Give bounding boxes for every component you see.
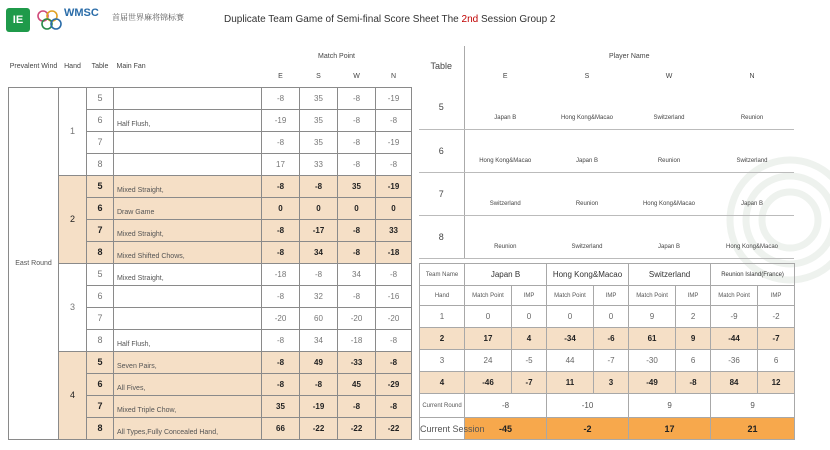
player-assoc-row <box>419 194 794 215</box>
match-point-cell: -8 <box>338 285 376 307</box>
player-name-row <box>419 129 794 151</box>
ie-logo-letters: IE <box>12 14 24 26</box>
main-fan <box>114 241 262 263</box>
main-fan <box>114 351 262 373</box>
hand-number: 2 <box>59 175 87 263</box>
match-point-cell: -8 <box>300 263 338 285</box>
player-association: Switzerland <box>546 237 628 258</box>
current-round-total: 9 <box>629 394 711 418</box>
score-match-point: 24 <box>465 350 512 372</box>
player-association: Japan B <box>546 151 628 172</box>
match-point-cell: 49 <box>300 351 338 373</box>
match-point-cell: -20 <box>338 307 376 329</box>
player-name-row <box>419 215 794 237</box>
player-assoc-row <box>419 108 794 129</box>
score-match-point: -49 <box>629 372 676 394</box>
current-round-total: 9 <box>711 394 795 418</box>
main-fan <box>114 197 262 219</box>
hand-header <box>59 46 87 87</box>
score-imp-header: IMP <box>512 286 547 306</box>
team-name: Switzerland <box>629 264 711 286</box>
team-score-table <box>419 263 795 440</box>
match-point-cell: 45 <box>338 373 376 395</box>
score-hand-number: 1 <box>420 306 465 328</box>
player-name <box>464 129 546 151</box>
player-table-header-label: Table <box>430 61 452 71</box>
match-point-cell: 34 <box>300 329 338 351</box>
player-association: Hong Kong&Macao <box>464 151 546 172</box>
table-number: 5 <box>87 351 114 373</box>
table-number: 8 <box>87 153 114 175</box>
score-match-point-header: Match Point <box>465 286 512 306</box>
score-imp: -2 <box>758 306 795 328</box>
main-fan <box>114 131 262 153</box>
player-name <box>710 86 794 108</box>
main-fan <box>114 373 262 395</box>
player-direction-header: S <box>584 72 590 80</box>
match-point-cell: -18 <box>338 329 376 351</box>
table-header-label: Table <box>91 62 109 70</box>
player-table-number: 7 <box>419 172 464 215</box>
player-name-header: Player Name <box>609 52 650 60</box>
current-session-label <box>420 418 485 440</box>
hand-score-table <box>8 46 412 440</box>
match-point-cell: -8 <box>262 131 300 153</box>
match-point-cell: -8 <box>338 153 376 175</box>
current-round-total: -8 <box>465 394 547 418</box>
match-point-cell: -8 <box>376 395 412 417</box>
wind-header <box>9 46 59 87</box>
match-point-cell: 0 <box>300 197 338 219</box>
score-match-point: -36 <box>711 350 758 372</box>
player-table-number: 8 <box>419 215 464 258</box>
hand-row <box>9 351 412 373</box>
main-fan-en: Mixed Triple Chow, <box>117 407 177 414</box>
player-association: Japan B <box>710 194 794 215</box>
score-imp: -6 <box>594 328 629 350</box>
main-fan-en: Mixed Straight, <box>117 231 164 238</box>
score-match-point: -46 <box>465 372 512 394</box>
match-point-cell: -8 <box>338 131 376 153</box>
match-point-cell: 0 <box>262 197 300 219</box>
player-name <box>710 215 794 237</box>
score-hand-header: Hand <box>420 286 465 306</box>
match-point-cell: -8 <box>262 87 300 109</box>
match-point-cell: 34 <box>300 241 338 263</box>
player-association: Reunion <box>628 151 710 172</box>
org-name: WMSC <box>64 7 99 19</box>
score-match-point: -30 <box>629 350 676 372</box>
player-name <box>628 129 710 151</box>
match-point-cell: -8 <box>262 241 300 263</box>
match-point-cell: -19 <box>262 109 300 131</box>
score-imp: 6 <box>676 350 711 372</box>
player-association: Switzerland <box>710 151 794 172</box>
main-fan <box>114 263 262 285</box>
match-point-cell: -20 <box>262 307 300 329</box>
sheet-header <box>0 0 800 46</box>
match-point-cell: -19 <box>376 175 412 197</box>
main-fan-en: Half Flush, <box>117 341 151 348</box>
match-point-cell: -19 <box>376 131 412 153</box>
prevalent-wind <box>9 87 59 439</box>
player-table <box>419 46 794 259</box>
match-point-cell: -8 <box>262 373 300 395</box>
score-match-point: 17 <box>465 328 512 350</box>
player-association: Switzerland <box>464 194 546 215</box>
main-fan <box>114 109 262 131</box>
player-association: Hong Kong&Macao <box>628 194 710 215</box>
match-point-cell: -22 <box>376 417 412 439</box>
score-row <box>420 350 795 372</box>
score-match-point: 61 <box>629 328 676 350</box>
player-table-number: 6 <box>419 129 464 172</box>
player-direction-header: N <box>749 72 755 80</box>
current-round-label <box>420 394 465 418</box>
player-direction-header: E <box>502 72 508 80</box>
player-name <box>464 86 546 108</box>
main-fan-en: Seven Pairs, <box>117 363 157 370</box>
table-number: 7 <box>87 131 114 153</box>
title-prefix: Duplicate Team Game of Semi-final Score Sheet The <box>224 14 462 25</box>
main-fan <box>114 395 262 417</box>
main-fan-en: Half Flush, <box>117 121 151 128</box>
direction-header: N <box>390 72 397 80</box>
table-number: 8 <box>87 241 114 263</box>
sheet-title <box>224 14 555 25</box>
match-point-cell: -8 <box>338 109 376 131</box>
main-fan <box>114 87 262 109</box>
match-point-cell: 0 <box>376 197 412 219</box>
score-imp: -7 <box>758 328 795 350</box>
match-point-cell: -8 <box>376 109 412 131</box>
score-imp: -7 <box>594 350 629 372</box>
hand-number: 1 <box>59 87 87 175</box>
score-match-point: -34 <box>547 328 594 350</box>
direction-header: W <box>353 72 360 80</box>
main-fan-en: Mixed Straight, <box>117 275 164 282</box>
player-name <box>628 172 710 194</box>
score-match-point-header: Match Point <box>629 286 676 306</box>
match-point-cell: 35 <box>262 395 300 417</box>
score-match-point-header: Match Point <box>711 286 758 306</box>
match-point-cell: -8 <box>376 263 412 285</box>
event-name: 首届世界麻将锦标赛 <box>112 13 184 22</box>
player-association: Reunion <box>546 194 628 215</box>
main-fan <box>114 219 262 241</box>
table-number: 5 <box>87 263 114 285</box>
main-fan-en: Mixed Shifted Chows, <box>117 253 185 260</box>
player-name <box>464 172 546 194</box>
table-number: 6 <box>87 109 114 131</box>
title-session: 2nd <box>461 14 479 25</box>
wind-header-label: Prevalent Wind <box>9 62 58 70</box>
score-imp: 6 <box>758 350 795 372</box>
player-association: Hong Kong&Macao <box>546 108 628 129</box>
match-point-cell: -16 <box>376 285 412 307</box>
team-name: Hong Kong&Macao <box>547 264 629 286</box>
match-point-cell: -8 <box>262 329 300 351</box>
score-imp: 0 <box>594 306 629 328</box>
main-fan-en: All Fives, <box>117 385 146 392</box>
score-match-point: 84 <box>711 372 758 394</box>
match-point-cell: -8 <box>338 219 376 241</box>
player-name <box>710 172 794 194</box>
current-session-total: -45 <box>465 418 547 440</box>
match-point-cell: 35 <box>300 109 338 131</box>
fan-header <box>114 46 262 87</box>
fan-header-label: Main Fan <box>116 62 146 70</box>
team-name: Reunion Island(France) <box>711 264 795 286</box>
player-association: Reunion <box>710 108 794 129</box>
player-name <box>546 172 628 194</box>
score-row <box>420 306 795 328</box>
table-number: 7 <box>87 395 114 417</box>
match-point-cell: -19 <box>376 87 412 109</box>
title-suffix: Session Group 2 <box>478 14 556 25</box>
score-imp: 4 <box>512 328 547 350</box>
player-name <box>546 129 628 151</box>
match-point-cell: -8 <box>300 175 338 197</box>
player-name <box>464 215 546 237</box>
team-name: Japan B <box>465 264 547 286</box>
match-point-cell: -18 <box>376 241 412 263</box>
table-number: 6 <box>87 373 114 395</box>
match-point-cell: -20 <box>376 307 412 329</box>
score-match-point: 9 <box>629 306 676 328</box>
score-imp: 2 <box>676 306 711 328</box>
player-association: Japan B <box>464 108 546 129</box>
score-imp-header: IMP <box>594 286 629 306</box>
match-point-cell: 32 <box>300 285 338 307</box>
ie-logo <box>6 8 30 32</box>
hand-row <box>9 263 412 285</box>
hand-header-label: Hand <box>64 62 81 70</box>
main-fan <box>114 417 262 439</box>
match-point-cell: -19 <box>300 395 338 417</box>
hand-row <box>9 87 412 109</box>
current-session-total: -2 <box>547 418 629 440</box>
player-name <box>710 129 794 151</box>
match-point-cell: 34 <box>338 263 376 285</box>
score-imp: -5 <box>512 350 547 372</box>
score-imp: -8 <box>676 372 711 394</box>
match-point-cell: -17 <box>300 219 338 241</box>
match-point-cell: -8 <box>338 87 376 109</box>
score-match-point-header: Match Point <box>547 286 594 306</box>
player-association: Hong Kong&Macao <box>710 237 794 258</box>
player-name-row <box>419 86 794 108</box>
player-table-header <box>419 46 464 86</box>
current-round-row <box>420 394 795 418</box>
match-point-cell: 35 <box>300 131 338 153</box>
match-point-cell: 35 <box>300 87 338 109</box>
score-imp-header: IMP <box>758 286 795 306</box>
main-fan-en: All Types,Fully Concealed Hand, <box>117 429 219 436</box>
direction-header: E <box>278 72 283 80</box>
table-header <box>87 46 114 87</box>
player-table-number: 5 <box>419 86 464 129</box>
direction-header: S <box>316 72 321 80</box>
player-name <box>546 215 628 237</box>
score-row <box>420 328 795 350</box>
score-row <box>420 372 795 394</box>
team-name-label-text: Team Name <box>425 271 459 278</box>
match-point-cell: -8 <box>262 175 300 197</box>
score-match-point: -9 <box>711 306 758 328</box>
match-point-cell: -8 <box>338 395 376 417</box>
main-fan-en: Mixed Straight, <box>117 187 164 194</box>
player-association: Switzerland <box>628 108 710 129</box>
hand-row <box>9 175 412 197</box>
table-number: 6 <box>87 197 114 219</box>
team-name-label <box>420 264 465 286</box>
match-point-cell: 0 <box>338 197 376 219</box>
match-point-cell: 35 <box>338 175 376 197</box>
current-session-label-text: Current Session <box>420 423 485 434</box>
table-number: 6 <box>87 285 114 307</box>
current-session-total: 17 <box>629 418 711 440</box>
table-number: 8 <box>87 417 114 439</box>
table-number: 7 <box>87 307 114 329</box>
score-match-point: 44 <box>547 350 594 372</box>
current-session-total: 21 <box>711 418 795 440</box>
main-fan <box>114 175 262 197</box>
main-fan <box>114 285 262 307</box>
match-point-cell: -8 <box>376 153 412 175</box>
table-number: 5 <box>87 87 114 109</box>
player-association: Reunion <box>464 237 546 258</box>
match-point-cell: 33 <box>300 153 338 175</box>
score-imp-header: IMP <box>676 286 711 306</box>
player-name-row <box>419 172 794 194</box>
score-match-point: 0 <box>547 306 594 328</box>
match-point-cell: -22 <box>338 417 376 439</box>
match-point-cell: -8 <box>376 351 412 373</box>
match-point-cell: -22 <box>300 417 338 439</box>
match-point-cell: 60 <box>300 307 338 329</box>
score-imp: 9 <box>676 328 711 350</box>
score-match-point: 0 <box>465 306 512 328</box>
score-imp: 3 <box>594 372 629 394</box>
match-point-cell: -8 <box>262 351 300 373</box>
match-point-cell: -33 <box>338 351 376 373</box>
score-hand-number: 2 <box>420 328 465 350</box>
match-point-cell: 33 <box>376 219 412 241</box>
match-point-cell: 66 <box>262 417 300 439</box>
score-hand-number: 4 <box>420 372 465 394</box>
player-name <box>628 86 710 108</box>
match-point-cell: -8 <box>262 219 300 241</box>
score-imp: 0 <box>512 306 547 328</box>
hand-number: 3 <box>59 263 87 351</box>
player-name <box>628 215 710 237</box>
player-assoc-row <box>419 151 794 172</box>
table-number: 8 <box>87 329 114 351</box>
current-round-total: -10 <box>547 394 629 418</box>
current-session-row <box>420 418 795 440</box>
player-assoc-row <box>419 237 794 258</box>
main-fan-en: Draw Game <box>117 209 155 216</box>
wind-label: East Round <box>15 259 52 267</box>
score-match-point: -44 <box>711 328 758 350</box>
match-point-cell: -18 <box>262 263 300 285</box>
current-round-label-text: Current Round <box>422 402 462 409</box>
match-point-cell: -8 <box>338 241 376 263</box>
match-point-cell: 17 <box>262 153 300 175</box>
hand-number: 4 <box>59 351 87 439</box>
wmsc-rings-logo <box>36 8 62 32</box>
match-point-cell: -29 <box>376 373 412 395</box>
player-name <box>546 86 628 108</box>
score-hand-number: 3 <box>420 350 465 372</box>
player-direction-header: W <box>665 72 673 80</box>
player-association: Japan B <box>628 237 710 258</box>
match-point-cell: -8 <box>300 373 338 395</box>
score-match-point: 11 <box>547 372 594 394</box>
main-fan <box>114 307 262 329</box>
main-fan <box>114 329 262 351</box>
match-point-header: Match Point <box>318 52 355 60</box>
match-point-cell: -8 <box>262 285 300 307</box>
score-imp: 12 <box>758 372 795 394</box>
score-imp: -7 <box>512 372 547 394</box>
table-number: 5 <box>87 175 114 197</box>
main-fan <box>114 153 262 175</box>
match-point-cell: -8 <box>376 329 412 351</box>
table-number: 7 <box>87 219 114 241</box>
